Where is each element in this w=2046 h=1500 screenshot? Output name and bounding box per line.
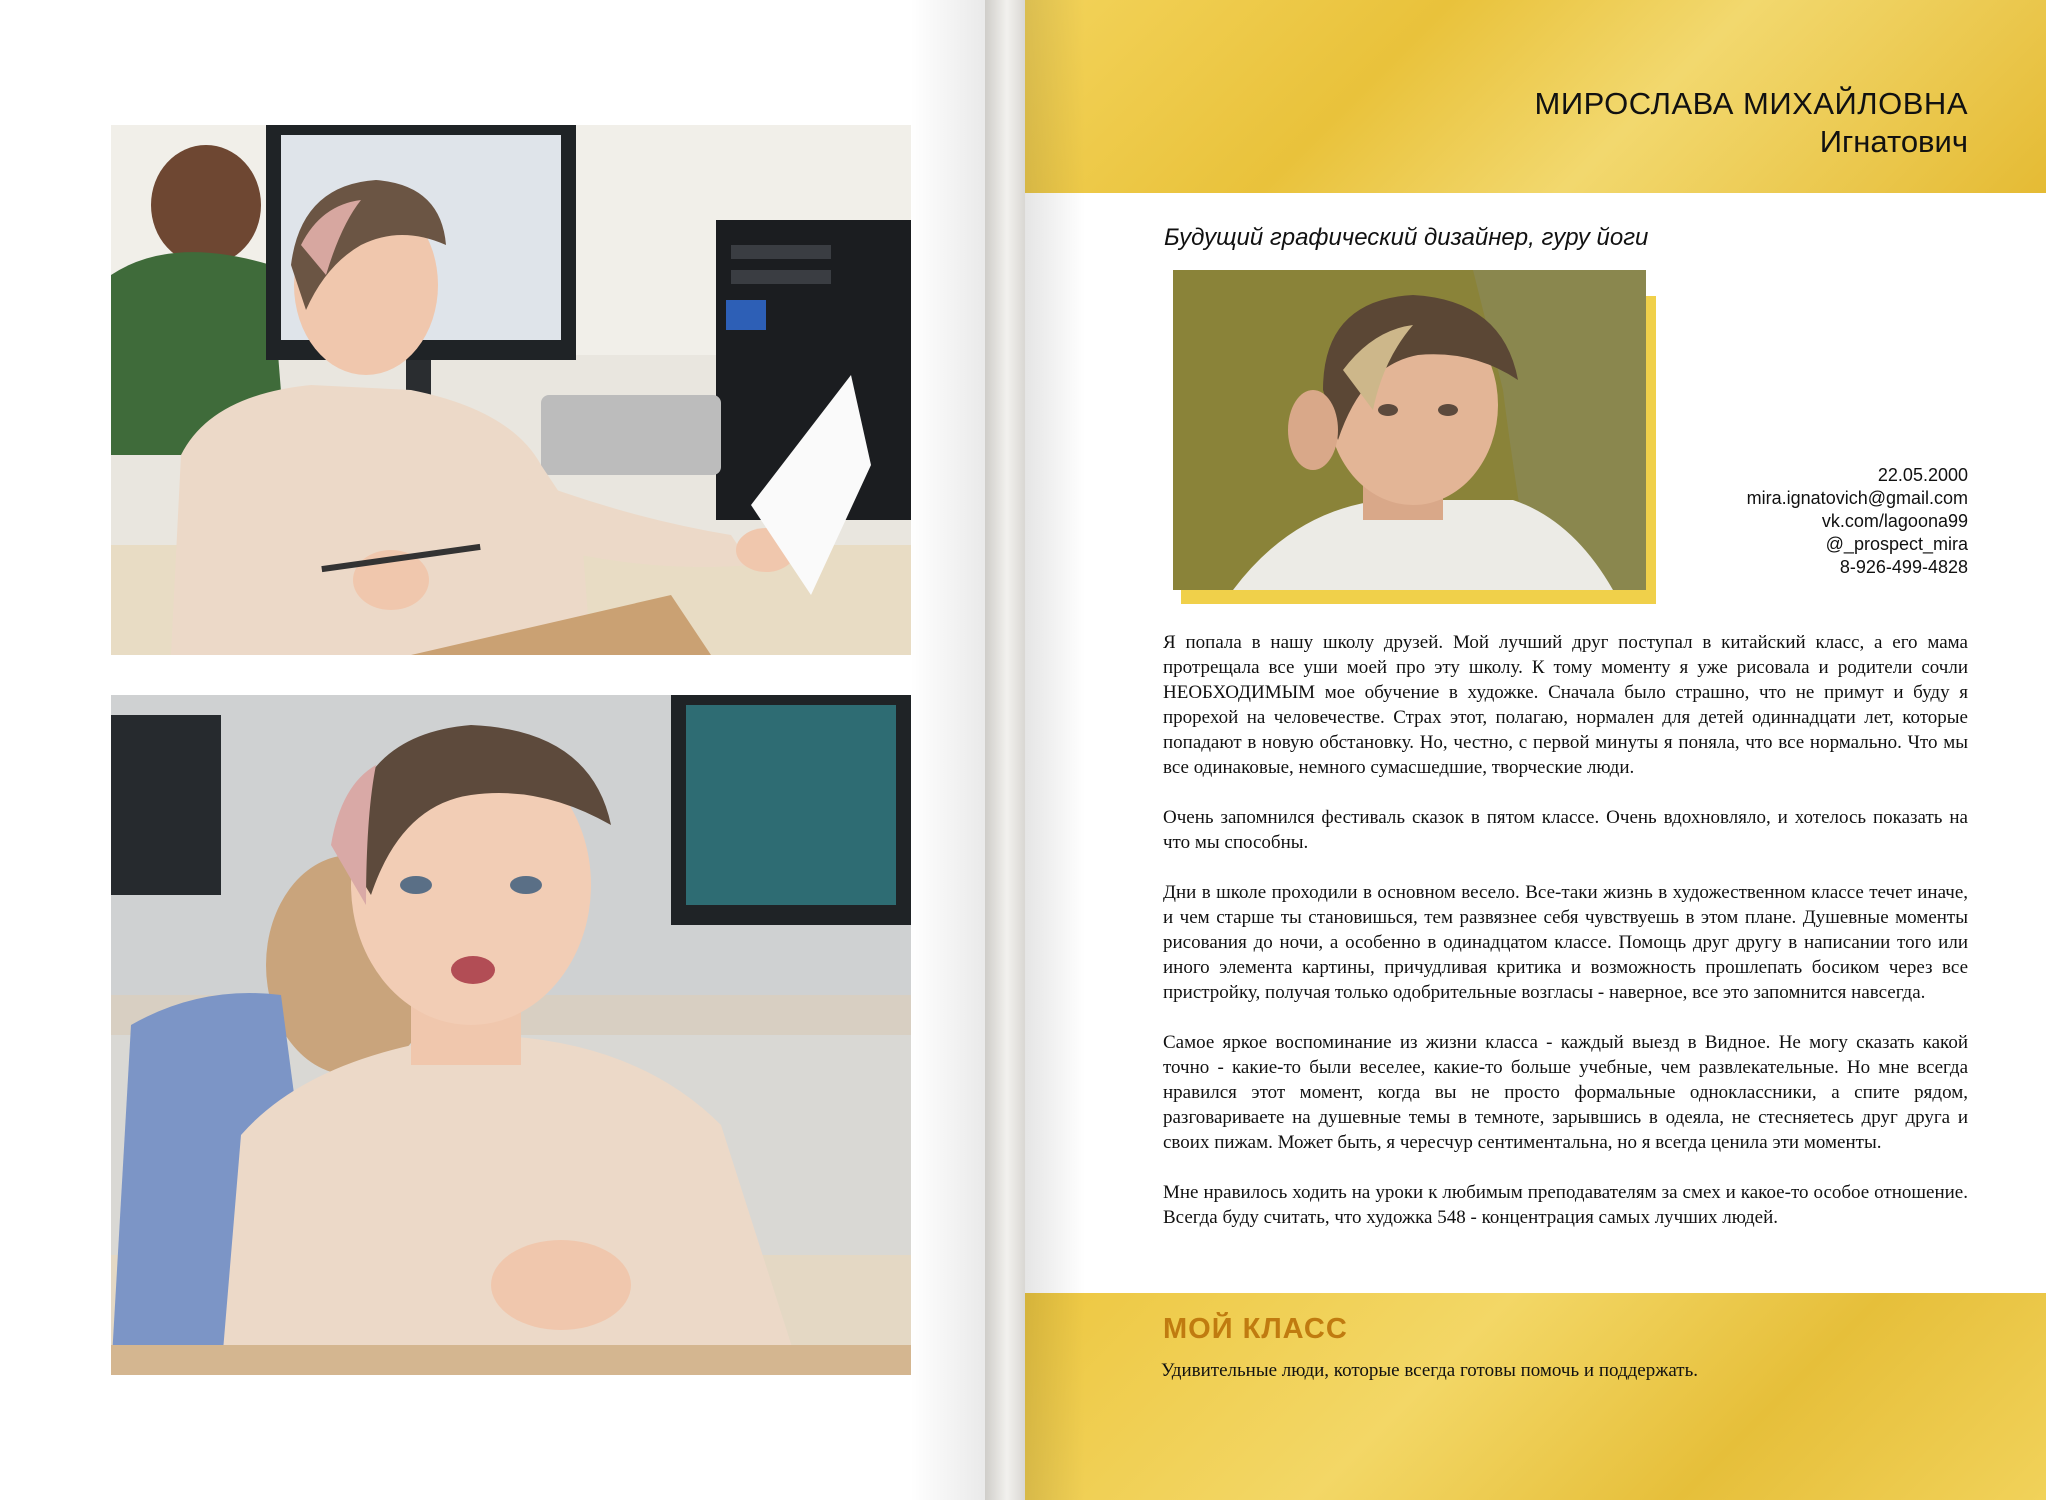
left-page <box>0 0 1000 1500</box>
biography <box>1163 630 1968 1255</box>
phone-number: 8-926-499-4828 <box>1839 557 1968 577</box>
bio-paragraph: Дни в школе проходили в основном весело. Все-таки жизнь в художественном классе течет иначе, и чем старше ты становишься, тем развязнее себя чувствуешь в этом плане. Душевные моменты рисования до ночи, а особенно в одинадцатом классе. Помощь друг другу в написании того или иного элемента картины, причудливая критика и возможность прошлепать босиком через все пристройку, получая только одобрительные возгласы - наверное, все это запомнится навсегда. <box>1163 882 1968 1003</box>
vk-link: vk.com/lagoona99 <box>1821 511 1968 531</box>
my-class-description: Удивительные люди, которые всегда готовы помочь и поддержать. <box>1161 1360 1698 1381</box>
student-name-first: МИРОСЛАВА МИХАЙЛОВНА <box>1534 86 1968 121</box>
right-page <box>1025 0 2046 1500</box>
student-tagline: Будущий графический дизайнер, гуру йоги <box>1164 224 1649 251</box>
email: mira.ignatovich@gmail.com <box>1746 488 1968 508</box>
my-class-title: МОЙ КЛАСС <box>1163 1313 1348 1345</box>
birthdate: 22.05.2000 <box>1877 465 1968 485</box>
contact-block <box>1747 464 1968 579</box>
instagram-handle: @_prospect_mira <box>1825 534 1968 554</box>
bio-paragraph: Очень запомнился фестиваль сказок в пятом классе. Очень вдохновляло, и хотелось показать на что мы способны. <box>1163 807 1968 853</box>
bio-paragraph: Я попала в нашу школу друзей. Мой лучший друг поступал в китайский класс, а его мама протрещала все уши моей про эту школу. К тому моменту я уже рисовала и родители сочли НЕОБХОДИМЫМ мое обучение в художке. Сначала было страшно, что не примут и буду я прорехой на человечестве. Страх этот, полагаю, нормален для детей одиннадцати лет, которые попадают в новую обстановку. Но, честно, с первой минуты я поняла, что все нормально. Что мы все одинаковые, немного сумасшедшие, творческие люди. <box>1163 632 1968 778</box>
bio-paragraph: Самое яркое воспоминание из жизни класса - каждый выезд в Видное. Не могу сказать какой точно - какие-то были веселее, какие-то больше учебные, чем развлекательные. Но мне всегда нравился этот момент, когда вы не просто формальные одноклассники, а спите рядом, разговариваете на душевные темы в темноте, зарывшись в одеяла, не стесняетесь друг друга и своих пижам. Может быть, я чересчур сентиментальна, но я всегда ценила эти моменты. <box>1163 1032 1968 1153</box>
portrait-photo <box>1173 270 1646 590</box>
page-gutter <box>985 0 1025 1500</box>
photo-student-speaking <box>111 695 911 1375</box>
photo-student-drawing <box>111 125 911 655</box>
bio-paragraph: Мне нравилось ходить на уроки к любимым преподавателям за смех и какое-то особое отношение. Всегда буду считать, что художка 548 - концентрация самых лучших людей. <box>1163 1182 1968 1228</box>
student-name-last: Игнатович <box>1819 124 1968 159</box>
